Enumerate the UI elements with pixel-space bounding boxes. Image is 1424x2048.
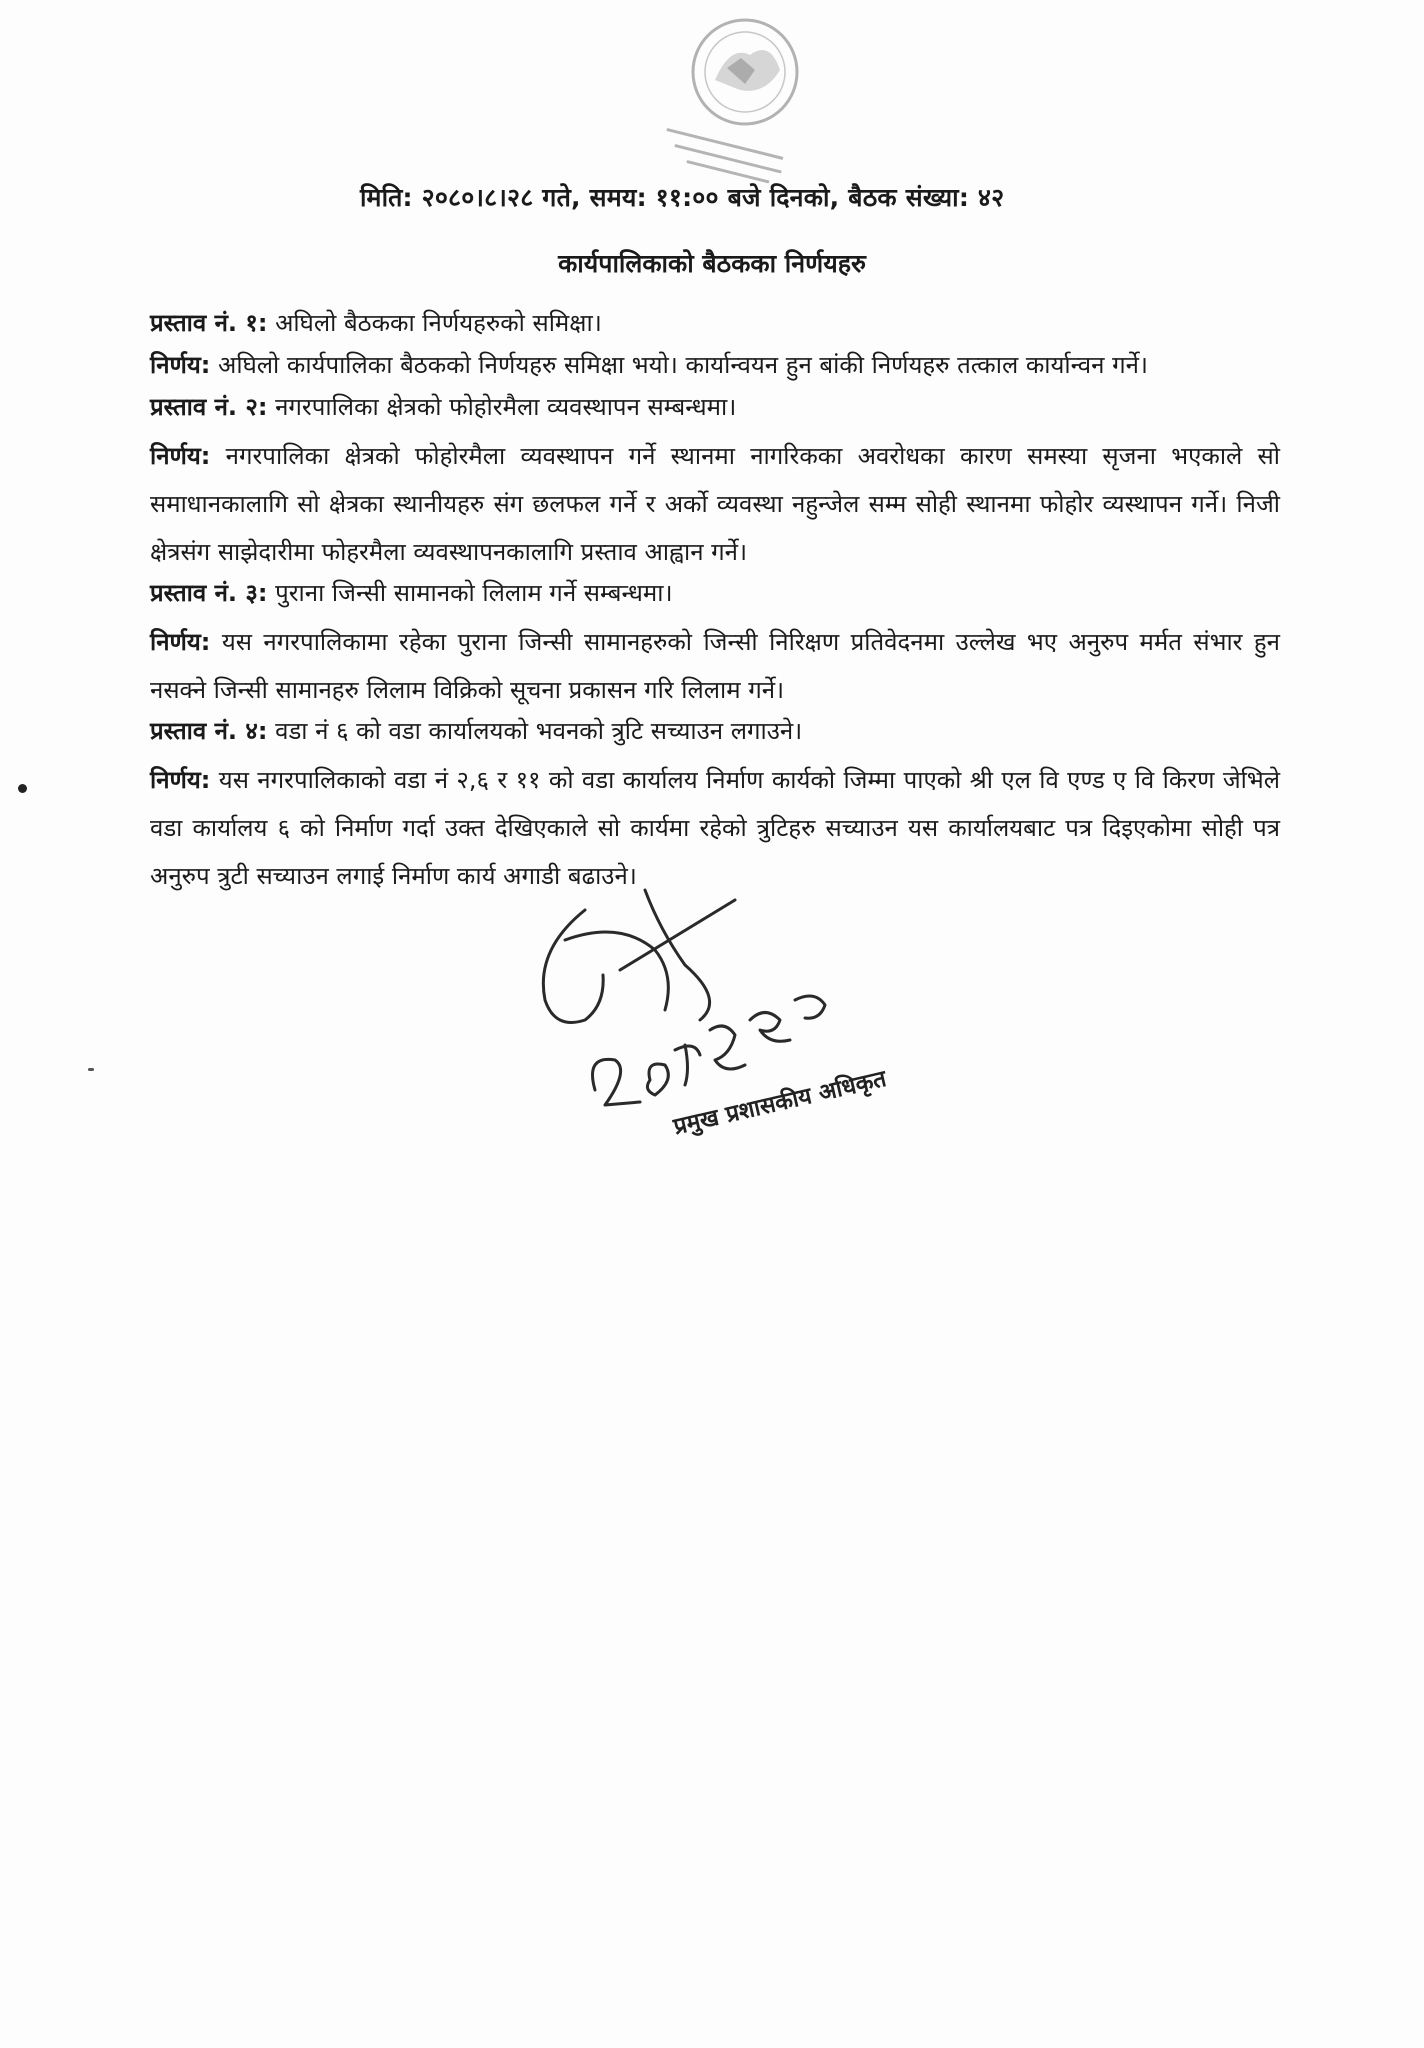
- proposal-label: प्रस्ताव नं. १:: [150, 309, 268, 337]
- decisions-body: [150, 306, 1280, 900]
- proposal-text: नगरपालिका क्षेत्रको फोहोरमैला व्यवस्थापन सम्बन्धमा।: [267, 393, 737, 421]
- proposal-label: प्रस्ताव नं. ४:: [150, 717, 268, 745]
- decision-text: नगरपालिका क्षेत्रको फोहोरमैला व्यवस्थापन गर्ने स्थानमा नागरिकका अवरोधका कारण समस्या सृजना भएकाले सो समाधानकालागि सो क्षेत्रका स्थानीयहरु संग छलफल गर्ने र अर्को व्यवस्था नहुन्जेल सम्म सोही स्थानमा फोहोर व्यस्थापन गर्ने। निजी क्षेत्रसंग साझेदारीमा फोहरमैला व्यवस्थापनकालागि प्रस्ताव आह्वान गर्ने।: [150, 442, 1280, 566]
- decision-label: निर्णय:: [150, 351, 211, 379]
- margin-speck: [88, 1068, 94, 1071]
- proposal-2: [150, 390, 1280, 425]
- proposal-label: प्रस्ताव नं. २:: [150, 393, 268, 421]
- margin-dot: [18, 784, 27, 793]
- proposal-4: [150, 714, 1280, 749]
- decision-label: निर्णय:: [150, 766, 211, 794]
- document-title: कार्यपालिकाको बैठकका निर्णयहरु: [558, 249, 866, 278]
- decision-text: अघिलो कार्यपालिका बैठकको निर्णयहरु समिक्षा भयो। कार्यान्वयन हुन बांकी निर्णयहरु तत्काल कार्यान्वन गर्ने।: [210, 351, 1149, 379]
- proposal-text: पुराना जिन्सी सामानको लिलाम गर्ने सम्बन्धमा।: [267, 579, 673, 607]
- proposal-text: वडा नं ६ को वडा कार्यालयको भवनको त्रुटि सच्याउन लगाउने।: [267, 717, 803, 745]
- decision-label: निर्णय:: [150, 442, 211, 470]
- decision-2: [150, 432, 1280, 576]
- meeting-info-line: मिति: २०८०।८।२८ गते, समय: ११:०० बजे दिनको, बैठक संख्या: ४२: [360, 183, 1005, 212]
- decision-1: [150, 348, 1280, 383]
- decision-4: [150, 756, 1280, 900]
- proposal-text: अघिलो बैठकका निर्णयहरुको समिक्षा।: [267, 309, 602, 337]
- decision-text: यस नगरपालिकामा रहेका पुराना जिन्सी सामानहरुको जिन्सी निरिक्षण प्रतिवेदनमा उल्लेख भए अनुरुप मर्मत संभार हुन नसक्ने जिन्सी सामानहरु लिलाम विक्रिको सूचना प्रकासन गरि लिलाम गर्ने।: [150, 628, 1280, 704]
- decision-text: यस नगरपालिकाको वडा नं २,६ र ११ को वडा कार्यालय निर्माण कार्यको जिम्मा पाएको श्री एल वि एण्ड ए वि किरण जेभिले वडा कार्यालय ६ को निर्माण गर्दा उक्त देखिएकाले सो कार्यमा रहेको त्रुटिहरु सच्याउन यस कार्यालयबाट पत्र दिइएकोमा सोही पत्र अनुरुप त्रुटी सच्याउन लगाई निर्माण कार्य अगाडी बढाउने।: [150, 766, 1280, 890]
- proposal-3: [150, 576, 1280, 611]
- proposal-1: [150, 306, 1280, 341]
- decision-3: [150, 618, 1280, 714]
- proposal-label: प्रस्ताव नं. ३:: [150, 579, 268, 607]
- handwritten-signature: [525, 880, 885, 1180]
- office-seal: [645, 10, 835, 190]
- decision-label: निर्णय:: [150, 628, 211, 656]
- signatory-title: प्रमुख प्रशासकीय अधिकृत: [671, 1065, 889, 1141]
